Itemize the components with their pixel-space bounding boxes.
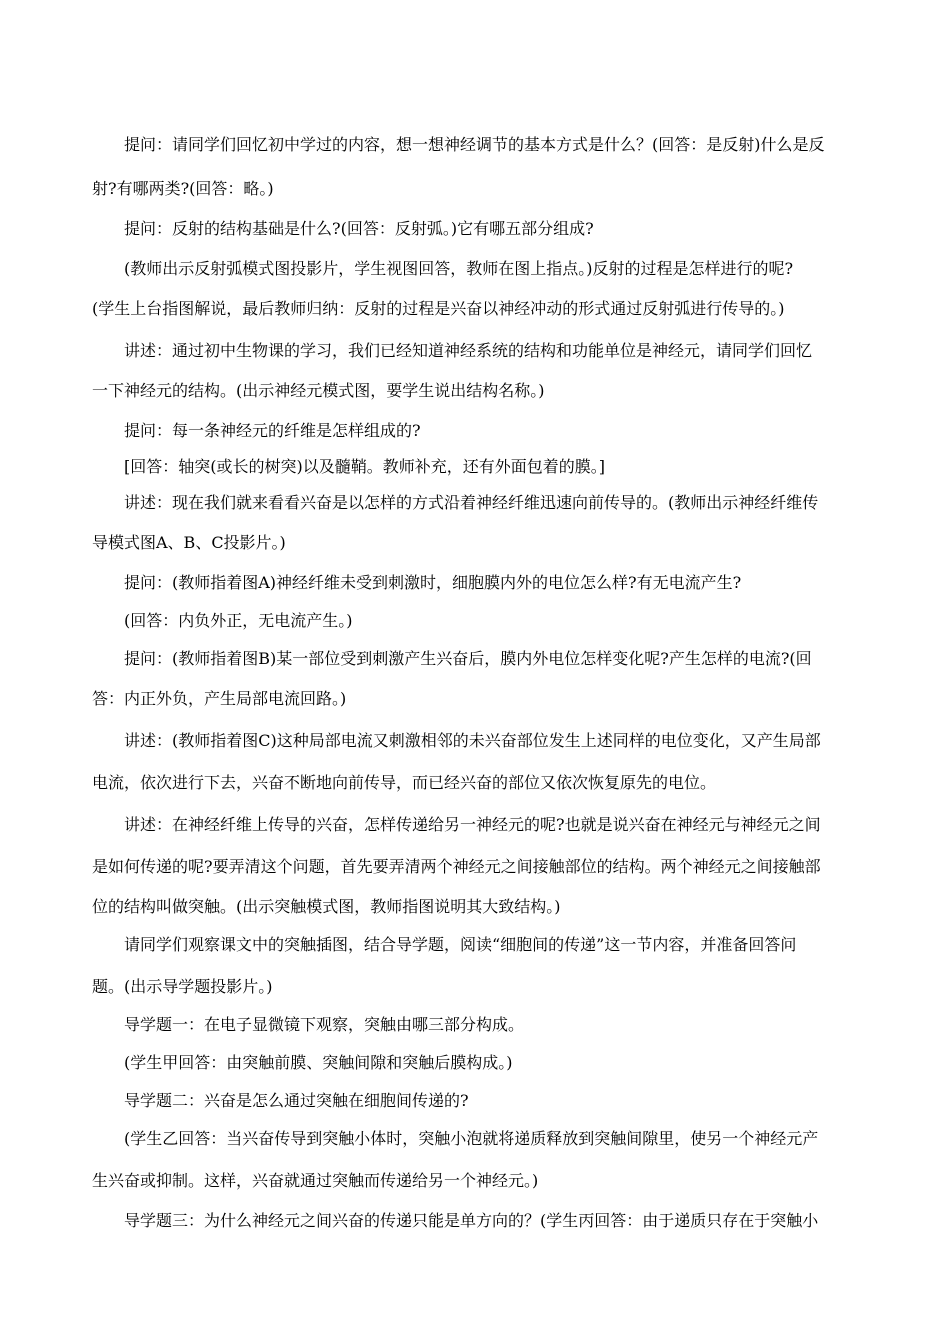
text-line: (教师出示反射弧模式图投影片，学生视图回答，教师在图上指点。)反射的过程是怎样进行的呢? bbox=[124, 259, 794, 278]
text-line: 提问：每一条神经元的纤维是怎样组成的? bbox=[124, 421, 421, 440]
text-line: [回答：轴突(或长的树突)以及髓鞘。教师补充，还有外面包着的膜。] bbox=[124, 457, 605, 476]
text-line: 生兴奋或抑制。这样，兴奋就通过突触而传递给另一个神经元。) bbox=[92, 1171, 539, 1190]
text-line: (学生上台指图解说，最后教师归纳：反射的过程是兴奋以神经冲动的形式通过反射弧进行传导的。) bbox=[92, 299, 785, 318]
text-line: 一下神经元的结构。(出示神经元模式图，要学生说出结构名称。) bbox=[92, 381, 545, 400]
text-line: 请同学们观察课文中的突触插图，结合导学题，阅读“细胞间的传递”这一节内容，并准备回答问 bbox=[124, 935, 797, 954]
text-line: 题。(出示导学题投影片。) bbox=[92, 977, 273, 996]
text-line: 电流，依次进行下去，兴奋不断地向前传导，而已经兴奋的部位又依次恢复原先的电位。 bbox=[92, 773, 717, 792]
text-line: 讲述：(教师指着图C)这种局部电流又刺激相邻的未兴奋部位发生上述同样的电位变化，又产生局部 bbox=[124, 731, 821, 750]
text-line: 提问：请同学们回忆初中学过的内容，想一想神经调节的基本方式是什么？(回答：是反射)什么是反 bbox=[124, 135, 825, 154]
text-line: 射?有哪两类?(回答：略。) bbox=[92, 179, 274, 198]
text-line: 导学题一：在电子显微镜下观察，突触由哪三部分构成。 bbox=[124, 1015, 525, 1034]
text-line: 讲述：现在我们就来看看兴奋是以怎样的方式沿着神经纤维迅速向前传导的。(教师出示神经纤维传 bbox=[124, 493, 819, 512]
text-line: 提问：(教师指着图A)神经纤维未受到刺激时，细胞膜内外的电位怎么样?有无电流产生? bbox=[124, 573, 742, 592]
text-line: 讲述：通过初中生物课的学习，我们已经知道神经系统的结构和功能单位是神经元，请同学们回忆 bbox=[124, 341, 813, 360]
text-line: 是如何传递的呢?要弄清这个问题，首先要弄清两个神经元之间接触部位的结构。两个神经元之间接触部 bbox=[92, 857, 821, 876]
text-line: 导学题三：为什么神经元之间兴奋的传递只能是单方向的？(学生丙回答：由于递质只存在于突触小 bbox=[124, 1211, 819, 1230]
text-line: 提问：(教师指着图B)某一部位受到刺激产生兴奋后，膜内外电位怎样变化呢?产生怎样的电流?(回 bbox=[124, 649, 812, 668]
text-line: 导模式图A、B、C投影片。) bbox=[92, 533, 286, 552]
text-line: (回答：内负外正，无电流产生。) bbox=[124, 611, 353, 630]
text-line: (学生乙回答：当兴奋传导到突触小体时，突触小泡就将递质释放到突触间隙里，使另一个神经元产 bbox=[124, 1129, 819, 1148]
text-line: 答：内正外负，产生局部电流回路。) bbox=[92, 689, 347, 708]
text-line: 讲述：在神经纤维上传导的兴奋，怎样传递给另一神经元的呢?也就是说兴奋在神经元与神经元之间 bbox=[124, 815, 821, 834]
text-line: 导学题二：兴奋是怎么通过突触在细胞间传递的? bbox=[124, 1091, 469, 1110]
text-line: (学生甲回答：由突触前膜、突触间隙和突触后膜构成。) bbox=[124, 1053, 513, 1072]
text-line: 提问：反射的结构基础是什么?(回答：反射弧。)它有哪五部分组成? bbox=[124, 219, 594, 238]
text-line: 位的结构叫做突触。(出示突触模式图，教师指图说明其大致结构。) bbox=[92, 897, 561, 916]
